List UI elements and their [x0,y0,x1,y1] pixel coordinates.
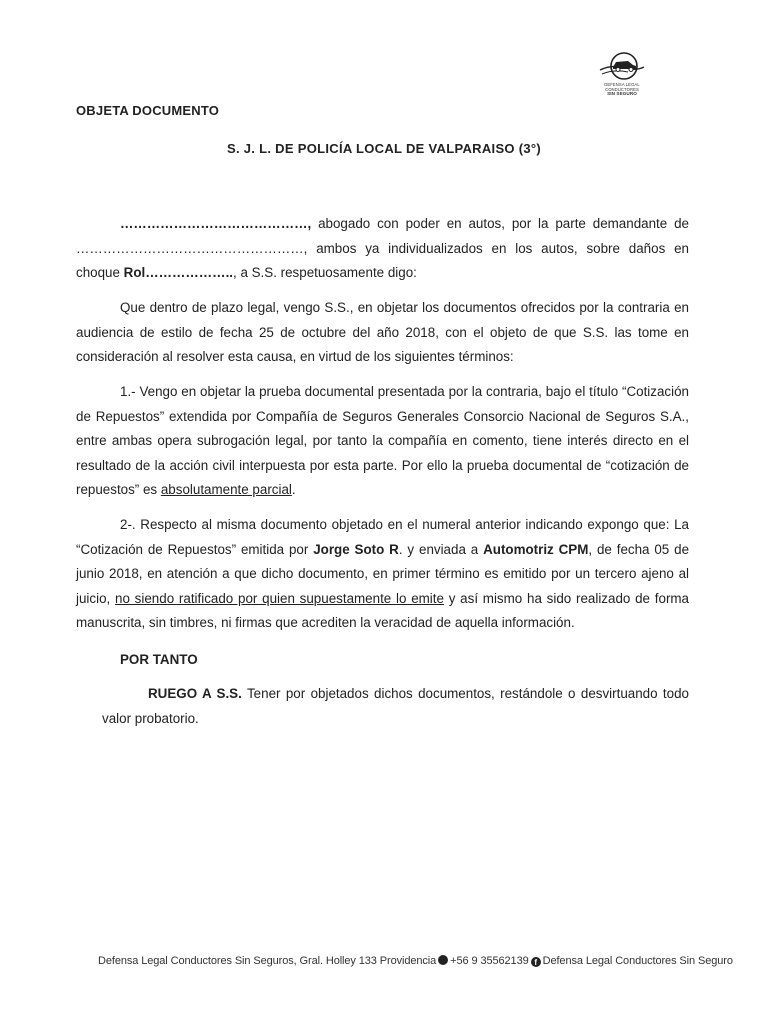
footer-phone: +56 9 35562139 [450,955,529,967]
intro-text-1: abogado con poder en autos, por la parte demandante de [311,216,689,231]
court-heading: S. J. L. DE POLICÍA LOCAL DE VALPARAISO (3°) [226,141,542,156]
logo [596,50,648,100]
intro-paragraph [76,212,689,286]
paragraph-3 [76,513,689,636]
intro-text-3: , a S.S. respetuosamente digo: [233,265,417,280]
paragraph-3-underlined: no siendo ratificado por quien supuestamente lo emite [115,590,444,606]
facebook-icon: f [531,957,541,967]
paragraph-3-text-2: . y enviada a [398,541,484,557]
document-type: OBJETA DOCUMENTO [76,103,220,118]
lawyer-placeholder: ……………………………………, [120,216,312,231]
paragraph-1: Que dentro de plazo legal, vengo S.S., en objetar los documentos ofrecidos por la contraria en audiencia de estilo de fecha 25 de octubre del año 2018, con el objeto de que S.S. las tome en consideración al resolver esta causa, en virtud de los siguientes términos: [76,300,689,364]
car-logo-icon [596,50,648,82]
ruego-label: RUEGO A S.S. [148,686,242,701]
person-name: Jorge Soto R [313,541,399,557]
paragraph-2-underlined: absolutamente parcial [160,482,292,497]
logo-text: DEFENSA LEGAL CONDUCTORES SIN SEGURO [604,82,640,97]
paragraph-2 [76,380,689,503]
por-tanto-heading: POR TANTO [120,651,198,667]
paragraph-3-text-4: y así mismo ha sido realizado de forma manuscrita, sin timbres, ni firmas que acrediten la veracidad de aquella información. [76,590,689,630]
paragraph-3-text-1: 2-. Respecto al misma documento objetado en el numeral anterior indicando expongo que: La “Cotización de Repuestos” emitida por [76,517,689,557]
ruego-text: Tener por objetados dichos documentos, restándole o desvirtuando todo valor probatorio. [102,686,689,726]
footer-address: Defensa Legal Conductores Sin Seguros, Gral. Holley 133 Providencia [98,955,437,967]
whatsapp-icon [438,955,448,965]
rol-placeholder: Rol……………….. [123,265,234,280]
footer-facebook: Defensa Legal Conductores Sin Seguro [542,955,733,967]
paragraph-3-text-3: , de fecha 05 de junio 2018, en atención a que dicho documento, en primer término es emitido por un tercero ajeno al juicio, [76,541,690,606]
ruego-paragraph [102,682,689,731]
intro-text-2: ambos ya individualizados en los autos, sobre daños en choque [76,240,689,280]
document-body [76,212,689,742]
company-name: Automotriz CPM [483,541,589,557]
paragraph-2-end: . [291,482,296,497]
footer [98,955,733,967]
party-placeholder: ……………………………………………, [76,240,308,256]
paragraph-2-text: 1.- Vengo en objetar la prueba documental presentada por la contraria, bajo el título “Cotización de Repuestos” extendida por Compañía de Seguros Generales Consorcio Nacional de Seguros S.A., entre ambas opera subrogación legal, por tanto la compañía en comento, tiene interés directo en el resultado de la acción civil interpuesta por esta parte. Por ello la prueba documental de “cotización de repuestos” es [76,384,689,497]
